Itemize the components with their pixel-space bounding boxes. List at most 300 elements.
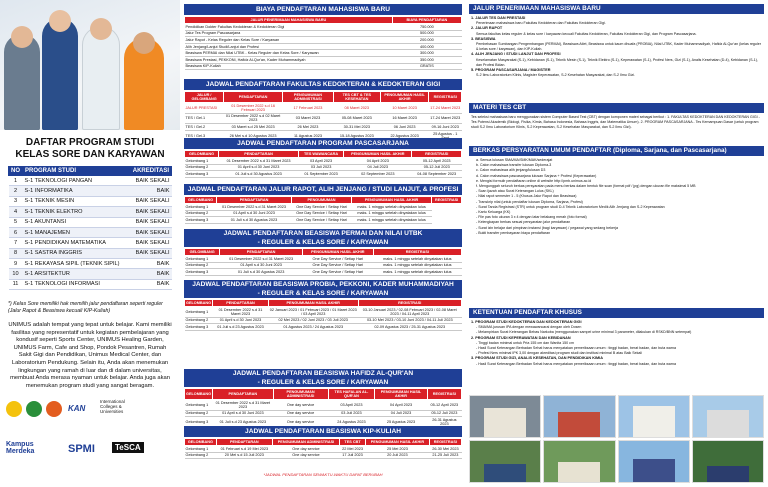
prodi-accreditation: BAIK SEKALI bbox=[130, 217, 171, 227]
prodi-row bbox=[9, 248, 172, 258]
hafidz-header: TES HAFALAN AL-QUR'AN bbox=[328, 389, 375, 400]
fk-header: PENGUMUMAN ADMINISTRASI bbox=[283, 92, 334, 103]
kip-header: GELOMBANG bbox=[185, 439, 217, 446]
tesca-logo: TeSCA bbox=[112, 442, 144, 453]
permai-cell: One Day Service / Setiap Hari bbox=[302, 256, 373, 263]
prodi-number: 7 bbox=[9, 238, 23, 248]
kip-cell: 20 Mei s.d 15 Juli 2023 bbox=[216, 452, 272, 459]
hafidz-cell: Gelombang 1 bbox=[185, 400, 213, 411]
fk-cell: 16 Maret 2023 bbox=[380, 113, 429, 124]
rapot-cell: One Day Service / Setiap Hari bbox=[292, 217, 352, 224]
probia-cell: 03-10 Januari 2023 / 02-08 Februari 2023 / 02-08 Maret 2023 / 04-11 April 2023 bbox=[358, 307, 461, 318]
khusus-item-head: 2. PROGRAM STUDI KEPERAWATAN DAN KEBIDANAN bbox=[471, 335, 571, 340]
fk-cell: 17-24 Maret 2023 bbox=[429, 103, 462, 114]
permai-cell: maks. 1 minggu setelah dinyatakan lulus bbox=[373, 269, 461, 276]
hafidz-cell: One day service bbox=[273, 417, 328, 428]
pasca-title: JADWAL PENDAFTARAN PROGRAM PASCASARJANA bbox=[184, 138, 462, 149]
rapot-cell: One Day Service / Setiap Hari bbox=[292, 210, 352, 217]
rapot-header: PENGUMUMAN bbox=[292, 197, 352, 204]
prodi-title bbox=[8, 137, 172, 161]
jalur-item-head: 3. BEASISWA bbox=[471, 36, 496, 41]
rapot-cell: maks. 1 minggu setelah dinyatakan lulus bbox=[352, 210, 432, 217]
kip-table bbox=[184, 438, 462, 459]
khusus-item-head: 1. PROGRAM STUDI KEDOKTERAN DAN KEDOKTERAN GIGI bbox=[471, 320, 582, 324]
seal-icon bbox=[26, 401, 42, 417]
probia-title bbox=[184, 280, 462, 298]
prodi-row bbox=[9, 176, 172, 186]
rapot-title: JADWAL PENDAFTARAN JALUR RAPOT, ALIH JENJANG / STUDI LANJUT, & PROFESI bbox=[184, 184, 462, 195]
permai-cell: One Day Service / Setiap Hari bbox=[302, 269, 373, 276]
prodi-row bbox=[9, 196, 172, 206]
rapot-row bbox=[185, 217, 462, 224]
jalur-item-text: Penerimaan mahasiswa baru Fakultas Kedokteran dan Fakultas Kedokteran Gigi. bbox=[476, 21, 606, 26]
berkas-item: c. Calon mahasiswa alih jenjang/lulusan D3 bbox=[476, 168, 546, 173]
prodi-name: S-1 TEKNOLOGI INFORMASI bbox=[23, 279, 131, 289]
prodi-name: S-1 SASTRA INGGRIS bbox=[23, 248, 131, 258]
probia-cell: 02 Januari 2023 / 01 Februari 2023 / 01 Maret 2023 / 03 April 2023 bbox=[269, 307, 357, 316]
prodi-accreditation: BAIK bbox=[130, 279, 171, 289]
biaya-amount: 400.000 bbox=[392, 43, 461, 50]
pasca-cell: 01 April s.d 30 Juni 2023 bbox=[219, 164, 299, 171]
biaya-jalur: Jalur Rapot - Kelas Reguler dan Kelas Sore / Karyawan bbox=[185, 37, 393, 44]
prodi-header: AKREDITASI bbox=[130, 167, 171, 176]
probia-cell: 01 April s.d 30 Juni 2023 bbox=[213, 317, 269, 324]
accreditation-logos bbox=[0, 395, 180, 487]
rapot-header: REGISTRASI bbox=[432, 197, 462, 204]
prodi-note: *) Kelas Sore memiliki hak memilih jalur pendaftaran seperti reguler (Jalur Rapot & Beasiswa kecuali KIP-Kuliah) bbox=[8, 301, 163, 314]
khusus-item: - Hasil Surat Keterangan Berbadan Sehat harus menyatakan pemeriksaan umum : tinggi badan, berat badan, dan buta warna bbox=[476, 361, 676, 366]
prodi-row bbox=[9, 217, 172, 227]
pasca-cell: Gelombang 1 bbox=[185, 158, 219, 165]
kip-header: REGISTRASI bbox=[429, 439, 461, 446]
khusus-item: - SMA/MA jurusan IPA dengan mewawancarai dengan oleh Dosen bbox=[476, 325, 582, 330]
hafidz-cell: 24 Agustus 2023 bbox=[328, 417, 375, 428]
probia-title-line: JADWAL PENDAFTARAN BEASISWA PROBIA, PEKKONI, KADER MUHAMMADIYAH bbox=[192, 281, 454, 288]
prodi-number: 8 bbox=[9, 248, 23, 258]
hafidz-title-line: - REGULER & KELAS SORE / KARYAWAN bbox=[257, 379, 389, 386]
fk-cell: 26 Mei s.d 10 Agustus 2023 bbox=[224, 130, 283, 141]
kip-cell: 01 Februari s.d 19 Mei 2023 bbox=[216, 446, 272, 453]
khusus-item: - Melampirkan Surat Keterangan Bebas Narkoba (menggunakan sampel urine minimal 3 parameter, dilakukan di RSKD/BNN setempat) bbox=[476, 330, 692, 335]
pasca-cell: 01 Juli s.d 30 Agustus 2023 bbox=[219, 171, 299, 178]
pasca-cell: 02 September 2023 bbox=[344, 171, 412, 178]
student-head bbox=[133, 32, 155, 54]
jalur-item-text: S-2 Ilmu Laboratorium Klinis, Magister Keperawatan, S-2 Kesehatan Masyarakat, dan S-2 Ilmu Gizi. bbox=[476, 73, 635, 78]
rapot-cell: maks. 1 minggu setelah dinyatakan lulus bbox=[352, 217, 432, 224]
prodi-number: 6 bbox=[9, 227, 23, 237]
prodi-table-body bbox=[9, 176, 172, 290]
khusus-item: - Hasil Surat Keterangan Berbadan Sehat harus menyatakan pemeriksaan umum : tinggi badan, berat badan, dan buta warna bbox=[476, 346, 676, 351]
permai-row bbox=[185, 262, 462, 269]
fk-cell: JALUR PRESTASI bbox=[185, 103, 224, 114]
biaya-jalur: Pendidikan Dokter Fakultas Kedokteran & Kedokteran Gigi bbox=[185, 24, 393, 31]
jalur-item-head: 4. ALIH JENJANG / STUDI LANJUT DAN PROFESI bbox=[471, 52, 561, 57]
rapot-row bbox=[185, 210, 462, 217]
probia-table-body bbox=[185, 307, 462, 331]
probia-cell: 01 Juli s.d 23 Agustus 2023 bbox=[213, 324, 269, 331]
biaya-row bbox=[185, 37, 462, 44]
student-head bbox=[90, 18, 112, 40]
fk-cell: 26 Mei 2023 bbox=[283, 124, 334, 131]
permai-cell: 01 Juli s.d 30 Agustus 2023 bbox=[220, 269, 303, 276]
jalur-item-text: Pembebasan Sumbangan Pengembangan (PERMAI), Beasiswa Atlet, Beasiswa untuk kaum dhuafa (PROBIA), Nilai UTBK, Kader Muhammadiyah, Hafidz Al-Qur'an (kelas reguler & kelas sore / karyawan), dan KIP-Kuliah. bbox=[476, 42, 761, 52]
kip-cell: Gelombang 1 bbox=[185, 446, 217, 453]
student-figure bbox=[4, 34, 40, 130]
pasca-cell: 03 Juli 2023 bbox=[299, 164, 344, 171]
campus-photo bbox=[469, 440, 541, 483]
probia-cell: 01 Desember 2022 s.d 31 Maret 2023 bbox=[213, 307, 269, 318]
pasca-cell: 01 September 2023 bbox=[299, 171, 344, 178]
berkas-item: f. Mengunggah seluruh berkas persyaratan pada menu berkas dalam bentuk file scan (format pdf / jpg) dengan ukuran file maksimal 5 MB bbox=[476, 184, 696, 189]
fk-header: PENDAFTARAN bbox=[224, 92, 283, 103]
biaya-table bbox=[184, 16, 462, 70]
khusus-list bbox=[471, 320, 764, 367]
pasca-cell: 04-08 September 2023 bbox=[412, 171, 462, 178]
pasca-header-row bbox=[185, 151, 462, 158]
biaya-amount: 500.000 bbox=[392, 30, 461, 37]
pasca-row bbox=[185, 164, 462, 171]
biaya-title: BIAYA PENDAFTARAN MAHASISWA BARU bbox=[184, 4, 462, 15]
fk-cell: 01 Desember 2022 s.d 16 Februari 2023 bbox=[224, 103, 283, 114]
probia-row bbox=[185, 324, 462, 331]
permai-cell: 01 April s.d 30 Juni 2023 bbox=[220, 262, 303, 269]
kip-header: PENGUMUMAN ADMINISTRASI bbox=[272, 439, 339, 446]
rapot-cell: 01 Desember 2022 s.d 31 Maret 2023 bbox=[216, 204, 291, 211]
pasca-cell: 01 Desember 2022 s.d 31 Maret 2023 bbox=[219, 158, 299, 165]
prodi-title-line: DAFTAR PROGRAM STUDI bbox=[25, 137, 155, 148]
rapot-header-row bbox=[185, 197, 462, 204]
fk-cell: 17-24 Maret 2023 bbox=[429, 113, 462, 124]
permai-cell: Gelombang 2 bbox=[185, 262, 220, 269]
middle-column bbox=[180, 0, 465, 487]
probia-header: GELOMBANG bbox=[186, 301, 212, 305]
kip-header: PENGUMUMAN HASIL AKHIR bbox=[366, 439, 430, 446]
probia-row bbox=[185, 317, 462, 324]
prodi-row bbox=[9, 207, 172, 217]
prodi-accreditation: BAIK bbox=[130, 186, 171, 196]
left-column bbox=[0, 0, 180, 487]
biaya-row bbox=[185, 24, 462, 31]
rapot-cell: Gelombang 2 bbox=[185, 210, 217, 217]
right-column bbox=[465, 0, 768, 487]
probia-header: PENDAFTARAN bbox=[213, 300, 269, 307]
biaya-jalur: Alih Jenjang/Lanjut Studi/Lanjut dan Profesi bbox=[185, 43, 393, 50]
hafidz-cell: 04 Juli 2023 bbox=[375, 410, 427, 417]
prodi-number: 9 bbox=[9, 259, 23, 269]
pasca-cell: 05-12 Juli 2023 bbox=[412, 164, 462, 171]
prodi-row bbox=[9, 259, 172, 269]
student-head bbox=[11, 26, 33, 48]
rapot-cell: Gelombang 1 bbox=[185, 204, 217, 211]
permai-header: PENDAFTARAN bbox=[220, 249, 303, 256]
biaya-row bbox=[185, 63, 462, 70]
spmi-logo: SPMI bbox=[68, 443, 95, 455]
hafidz-header: REGISTRASI bbox=[427, 389, 461, 400]
prodi-name: S-1 PENDIDIKAN MATEMATIKA bbox=[23, 238, 131, 248]
prodi-name: S-1 TEKNIK ELEKTRO bbox=[23, 207, 131, 217]
pasca-header: TES WAWANCARA bbox=[299, 151, 344, 158]
pasca-cell: Gelombang 3 bbox=[185, 171, 219, 178]
khusus-title: KETENTUAN PENDAFTAR KHUSUS bbox=[469, 308, 764, 318]
jalur-item-head: 1. JALUR TES DAN PRESTASI bbox=[471, 16, 526, 20]
biaya-row bbox=[185, 56, 462, 63]
rapot-table bbox=[184, 196, 462, 224]
hafidz-table bbox=[184, 388, 462, 428]
hafidz-cell: Gelombang 2 bbox=[185, 410, 213, 417]
rapot-cell: maks. 1 minggu setelah dinyatakan lulus bbox=[352, 204, 432, 211]
rapot-header: PENGUMUMAN HASIL AKHIR bbox=[352, 197, 432, 204]
hafidz-row bbox=[185, 410, 462, 417]
probia-table bbox=[184, 299, 462, 331]
jalur-list bbox=[471, 16, 764, 78]
rapot-cell: 01 Juli s.d 30 Agustus 2023 bbox=[216, 217, 291, 224]
unimus-description: UNIMUS adalah tempat yang tepat untuk belajar. Kami memiliki fasilitas yang representatif untuk kegiatan pembelajaran yang kondusif seperti Sports Center, UNIMUS Healing Garden, UNIMUS Farm, Cafe and Shop, Pondok Pesantren, Rumah Sakit Gigi dan Pendidikan, Unimus Medical Center, dan Laboratorium Pendukung. Selain itu, Anda akan menemukan lingkungan yang ramah di luar dan di dalam universitas, membuat Anda merasa nyaman untuk belajar. Anda juga akan menemukan program studi yang sangat beragam. bbox=[8, 322, 172, 389]
hafidz-cell: 03 April 2023 bbox=[328, 400, 375, 411]
biaya-jalur: Beasiswa PERMAI dan Nilai UTBK - Kelas Reguler dan Kelas Sore / Karyawan bbox=[185, 50, 393, 57]
hafidz-row bbox=[185, 400, 462, 411]
campus-photo bbox=[543, 440, 615, 483]
probia-cell: Gelombang 2 bbox=[185, 317, 213, 324]
probia-cell: Gelombang 3 bbox=[185, 324, 213, 331]
prodi-header: PROGRAM STUDI bbox=[23, 167, 131, 176]
probia-title-line: - REGULER & KELAS SORE / KARYAWAN bbox=[257, 290, 389, 297]
probia-header: PENGUMUMAN HASIL AKHIR bbox=[268, 300, 358, 307]
kip-cell: 22 Mei 2023 bbox=[340, 446, 366, 453]
kip-cell: 25 Mei 2023 bbox=[366, 446, 430, 453]
prodi-accreditation: BAIK SEKALI bbox=[130, 227, 171, 237]
prodi-row bbox=[9, 238, 172, 248]
berkas-item: - Scan ijazah atau Surat Keterangan Lulus (SKL) bbox=[476, 189, 554, 194]
pasca-cell: Gelombang 2 bbox=[185, 164, 219, 171]
prodi-row bbox=[9, 279, 172, 289]
prodi-number: 11 bbox=[9, 279, 23, 289]
permai-header-row bbox=[185, 249, 462, 256]
berkas-title: BERKAS PERSYARATAN UMUM PENDAFTAR (Diploma, Sarjana, dan Pascasarjana) bbox=[469, 146, 764, 156]
permai-row bbox=[185, 269, 462, 276]
pasca-row bbox=[185, 171, 462, 178]
kip-cell: 21-25 Juli 2023 bbox=[429, 452, 461, 459]
biaya-row bbox=[185, 43, 462, 50]
biaya-jalur: Beasiswa Prestasi, PEKKONI, Hafidz Al-Qur'an, Kader Muhammadiyah bbox=[185, 56, 393, 63]
fk-row bbox=[185, 124, 462, 131]
fk-header: PENGUMUMAN HASIL AKHIR bbox=[380, 92, 429, 103]
biaya-amount: 200.000 bbox=[392, 37, 461, 44]
campus-photo bbox=[618, 395, 690, 438]
permai-cell: Gelombang 3 bbox=[185, 269, 220, 276]
hafidz-cell: One day service bbox=[273, 400, 328, 411]
fk-cell: 17 Februari 2023 bbox=[283, 103, 334, 114]
prodi-name: S-1 INFORMATIKA bbox=[23, 186, 131, 196]
kip-table-body bbox=[185, 446, 462, 459]
fk-cell: 15-18 Agustus 2023 bbox=[333, 130, 380, 141]
kip-cell: 20 Juli 2023 bbox=[366, 452, 430, 459]
pasca-header: PENDAFTARAN bbox=[219, 151, 299, 158]
rapot-header: GELOMBANG bbox=[185, 197, 217, 204]
hafidz-cell: 04 April 2023 bbox=[375, 400, 427, 411]
jalur-item-head: 5. PROGRAM PASCASARJANA / MAGISTER bbox=[471, 68, 551, 73]
probia-header-row bbox=[185, 300, 462, 307]
student-head bbox=[49, 10, 71, 32]
biaya-row bbox=[185, 50, 462, 57]
prodi-name: S-1 AKUNTANSI bbox=[23, 217, 131, 227]
jalur-item-head: 2. JALUR RAPOT bbox=[471, 26, 503, 31]
pasca-header: GELOMBANG bbox=[185, 151, 219, 158]
tes-text: Tes seleksi mahasiswa baru menggunakan sistem Computer Based Test (CBT) dengan komponen materi sebagai berikut : 1. FAKULTAS KEDOKTERAN DAN KEDOKTERAN GIGI - Tes Potensi Akademik (Biologi, Fisika, Kimia, Bahasa Indonesia, Bahasa Inggris, dan Matematika Umum). 2. PROGRAM PASCASARJANA - Tes Kemampuan Dasar (untuk program studi S-2 Ilmu Laboratorium Klinis, S-2 Keperawatan, S-2 Kesehatan Masyarakat, dan S-2 Ilmu Gizi). bbox=[471, 115, 760, 130]
permai-cell: maks. 1 minggu setelah dinyatakan lulus bbox=[373, 262, 461, 269]
hafidz-cell: 26-31 Agustus 2023 bbox=[427, 417, 461, 428]
kip-header: PENDAFTARAN bbox=[216, 439, 272, 446]
khusus-item: - Profesi Ners minimal IPK 3,00 dengan akreditasi program studi dan institusi minimal B atau Baik Sekali bbox=[476, 351, 642, 356]
fk-cell: 09-16 Juni 2023 bbox=[429, 124, 462, 131]
hafidz-cell: 25 Agustus 2023 bbox=[375, 417, 427, 428]
prodi-header: NO bbox=[9, 167, 23, 176]
probia-header: REGISTRASI bbox=[358, 300, 461, 307]
prodi-name: S-1 ARSITEKTUR bbox=[23, 269, 131, 279]
kan-logo: KAN bbox=[68, 404, 86, 413]
pasca-cell: 05-12 April 2023 bbox=[412, 158, 462, 165]
permai-header: PENGUMUMAN HASIL AKHIR bbox=[302, 249, 373, 256]
prodi-accreditation: BAIK SEKALI bbox=[130, 196, 171, 206]
berkas-item: - File pas foto ukuran 3 x 4 dengan latar belakang merah (foto formal) bbox=[476, 215, 587, 220]
fk-cell: TES / Gel.3 bbox=[185, 130, 224, 141]
campus-photo bbox=[692, 440, 764, 483]
prodi-name: S-1 REKAYASA SIPIL (TEKNIK SIPIL) bbox=[23, 259, 131, 269]
probia-cell: Gelombang 1 bbox=[185, 307, 213, 318]
campus-photo bbox=[543, 395, 615, 438]
biaya-amount: 350.000 bbox=[392, 56, 461, 63]
kip-cell: Gelombang 2 bbox=[185, 452, 217, 459]
hafidz-cell: 03 Juli 2023 bbox=[328, 410, 375, 417]
fk-title: JADWAL PENDAFTARAN FAKULTAS KEDOKTERAN & KEDOKTERAN GIGI bbox=[184, 79, 462, 90]
hafidz-header: PENGUMUMAN ADMINISTRASI bbox=[273, 389, 328, 400]
permai-cell: Gelombang 1 bbox=[185, 256, 220, 263]
rapot-cell: 01 April s.d 30 Juni 2023 bbox=[216, 210, 291, 217]
prodi-number: 4 bbox=[9, 207, 23, 217]
schedule-footnote: *JADWAL PENDAFTARAN SEWAKTU-WAKTU DAPAT BERUBAH bbox=[263, 472, 383, 477]
kip-row bbox=[185, 452, 462, 459]
rapot-table-body bbox=[185, 204, 462, 224]
pasca-cell: 04 Juli 2023 bbox=[344, 164, 412, 171]
unimus-seal-icon bbox=[6, 401, 22, 417]
fk-cell: 06 Juni 2023 bbox=[380, 124, 429, 131]
pasca-table-body bbox=[185, 158, 462, 178]
prodi-name: S-1 MANAJEMEN bbox=[23, 227, 131, 237]
biaya-table-body bbox=[185, 24, 462, 70]
hafidz-header: PENGUMUMAN HASIL AKHIR bbox=[375, 389, 427, 400]
fk-cell: 10 Maret 2023 bbox=[380, 103, 429, 114]
prodi-accreditation: BAIK bbox=[130, 269, 171, 279]
kip-row bbox=[185, 446, 462, 453]
berkas-item: - Surat izin belajar dari pimpinan instansi (bagi karyawan) / pegawai yang sedang bekerja bbox=[476, 225, 619, 230]
rapot-header: PENDAFTARAN bbox=[216, 197, 291, 204]
hafidz-cell: 05-12 April 2023 bbox=[427, 400, 461, 411]
prodi-accreditation: BAIK bbox=[130, 259, 171, 269]
fk-cell: 25 Agustus - 1 bbox=[429, 130, 462, 141]
prodi-row bbox=[9, 269, 172, 279]
fk-cell: 01 Desember 2022 s.d 02 Maret 2023 bbox=[224, 113, 283, 124]
biaya-amount: 750.000 bbox=[392, 24, 461, 31]
pasca-table bbox=[184, 150, 462, 178]
campus-photos bbox=[469, 395, 764, 483]
hafidz-cell: 01 April s.d 30 Juni 2023 bbox=[213, 410, 274, 417]
fk-cell: 03 Maret s.d 25 Mei 2023 bbox=[224, 124, 283, 131]
jalur-item-text: Keselamatan Masyarakat (S-1), Kebidanan (S-1), Teknik Mesin (S-1), Teknik Elektro (S-1), Keperawatan (S-1), Profesi Ners, Gizi (S-1), Analis Kesehatan (D-4), Kebidanan (S-1), dan Profesi Bidan. bbox=[476, 57, 758, 67]
berkas-item: a. Semua lulusan SMA/MA/SMK/MAK/sederajat bbox=[476, 158, 553, 162]
fk-table bbox=[184, 91, 462, 141]
hafidz-table-body bbox=[185, 400, 462, 428]
fk-cell: 22 Agustus 2023 bbox=[380, 130, 429, 141]
prodi-accreditation: BAIK SEKALI bbox=[130, 238, 171, 248]
hafidz-title-line: JADWAL PENDAFTARAN BEASISWA HAFIDZ AL-QUR'AN bbox=[232, 370, 414, 377]
kip-cell: One day service bbox=[272, 446, 339, 453]
hafidz-header: GELOMBANG bbox=[185, 389, 213, 400]
prodi-accreditation: BAIK SEKALI bbox=[130, 248, 171, 258]
prodi-number: 3 bbox=[9, 196, 23, 206]
hafidz-cell: 01 Juli s.d 23 Agustus 2023 bbox=[213, 417, 274, 428]
kip-cell: 26-30 Mei 2023 bbox=[429, 446, 461, 453]
rapot-cell: Gelombang 3 bbox=[185, 217, 217, 224]
fk-cell: 08 Maret 2023 bbox=[333, 103, 380, 114]
hafidz-title bbox=[184, 369, 462, 387]
berkas-item: - Surat Tanda Registrasi (STR) untuk program studi D-4 Teknik Laboratorium Medik Alih Jenjang dan S-2 Keperawatan bbox=[476, 204, 665, 209]
permai-table bbox=[184, 248, 462, 276]
permai-header: GELOMBANG bbox=[185, 249, 220, 256]
fk-cell: 03 Maret 2023 bbox=[283, 113, 334, 124]
fk-header: TES CBT & TES KESEHATAN bbox=[333, 92, 380, 103]
fk-cell: 05-08 Maret 2023 bbox=[333, 113, 380, 124]
prodi-row bbox=[9, 227, 172, 237]
permai-cell: 01 Desember 2022 s.d 31 Maret 2023 bbox=[220, 256, 303, 263]
pasca-header: PENGUMUMAN HASIL AKHIR bbox=[344, 151, 412, 158]
berkas-item: - Kartu Keluarga (KK) bbox=[476, 210, 511, 215]
berkas-item: b. Calon mahasiswa transfer lulusan Diploma-3 bbox=[476, 163, 552, 168]
campus-photo bbox=[469, 395, 541, 438]
hafidz-cell: 01 Desember 2022 s.d 31 Maret 2023 bbox=[213, 400, 274, 411]
prodi-accreditation: BAIK SEKALI bbox=[130, 176, 171, 186]
kip-header-row bbox=[185, 439, 462, 446]
permai-title-line: JADWAL PENDAFTARAN BEASISWA PERMAI DAN NILAI UTBK bbox=[223, 230, 423, 237]
kip-header: TES CBT bbox=[340, 439, 366, 446]
permai-table-body bbox=[185, 256, 462, 276]
fk-row bbox=[185, 113, 462, 124]
permai-title-line: - REGULER & KELAS SORE / KARYAWAN bbox=[257, 239, 389, 246]
probia-cell: 02 Mei 2023 / 02 Juni 2023 / 03 Juli 2023 bbox=[268, 317, 358, 324]
berkas-item: - Bukti transfer pembayaran biaya pendaftaran bbox=[476, 230, 551, 235]
probia-cell: 01 Agustus 2023 / 24 Agustus 2023 bbox=[268, 324, 358, 331]
prodi-name: S-1 TEKNIK MESIN bbox=[23, 196, 131, 206]
probia-cell: 02-09 Agustus 2023 / 25-31 Agustus 2023 bbox=[358, 324, 461, 331]
berkas-item: d. Calon mahasiswa pascasarjana lulusan Sarjana + Profesi (Keperawatan) bbox=[476, 173, 597, 178]
fk-table-body bbox=[185, 103, 462, 141]
prodi-title-line: KELAS SORE DAN KARYAWAN bbox=[15, 149, 165, 160]
jalur-item-text: Semua fakultas kelas reguler & kelas sore / karyawan kecuali Fakultas Kedokteran, Fakultas Kedokteran Gigi, dan Program Pascasarjana. bbox=[476, 31, 697, 36]
pasca-cell: 03 April 2023 bbox=[299, 158, 344, 165]
prodi-number: 2 bbox=[9, 186, 23, 196]
prodi-row bbox=[9, 186, 172, 196]
berkas-item: - Kelengkapan berkas sesuai persyaratan jalur pendaftaran bbox=[476, 220, 571, 225]
permai-title bbox=[184, 229, 462, 247]
khusus-item-head: 3. PROGRAM STUDI GIZI, ANALIS KESEHATAN, DAN PENDIDIKAN KIMIA bbox=[471, 356, 603, 361]
prodi-number: 10 bbox=[9, 269, 23, 279]
hafidz-cell: Gelombang 3 bbox=[185, 417, 213, 428]
fk-cell: TES / Gel.2 bbox=[185, 124, 224, 131]
permai-cell: One Day Service / Setiap Hari bbox=[302, 262, 373, 269]
intl-colleges-logo: International Colleges & Universities bbox=[100, 399, 125, 414]
probia-cell: 03-10 Mei 2023 / 03-10 Juni 2023 / 04-11 Juli 2023 bbox=[358, 317, 461, 324]
hafidz-header: PENDAFTARAN bbox=[213, 389, 274, 400]
rapot-row bbox=[185, 204, 462, 211]
kip-title: JADWAL PENDAFTARAN BEASISWA KIP-KULIAH bbox=[184, 426, 462, 437]
